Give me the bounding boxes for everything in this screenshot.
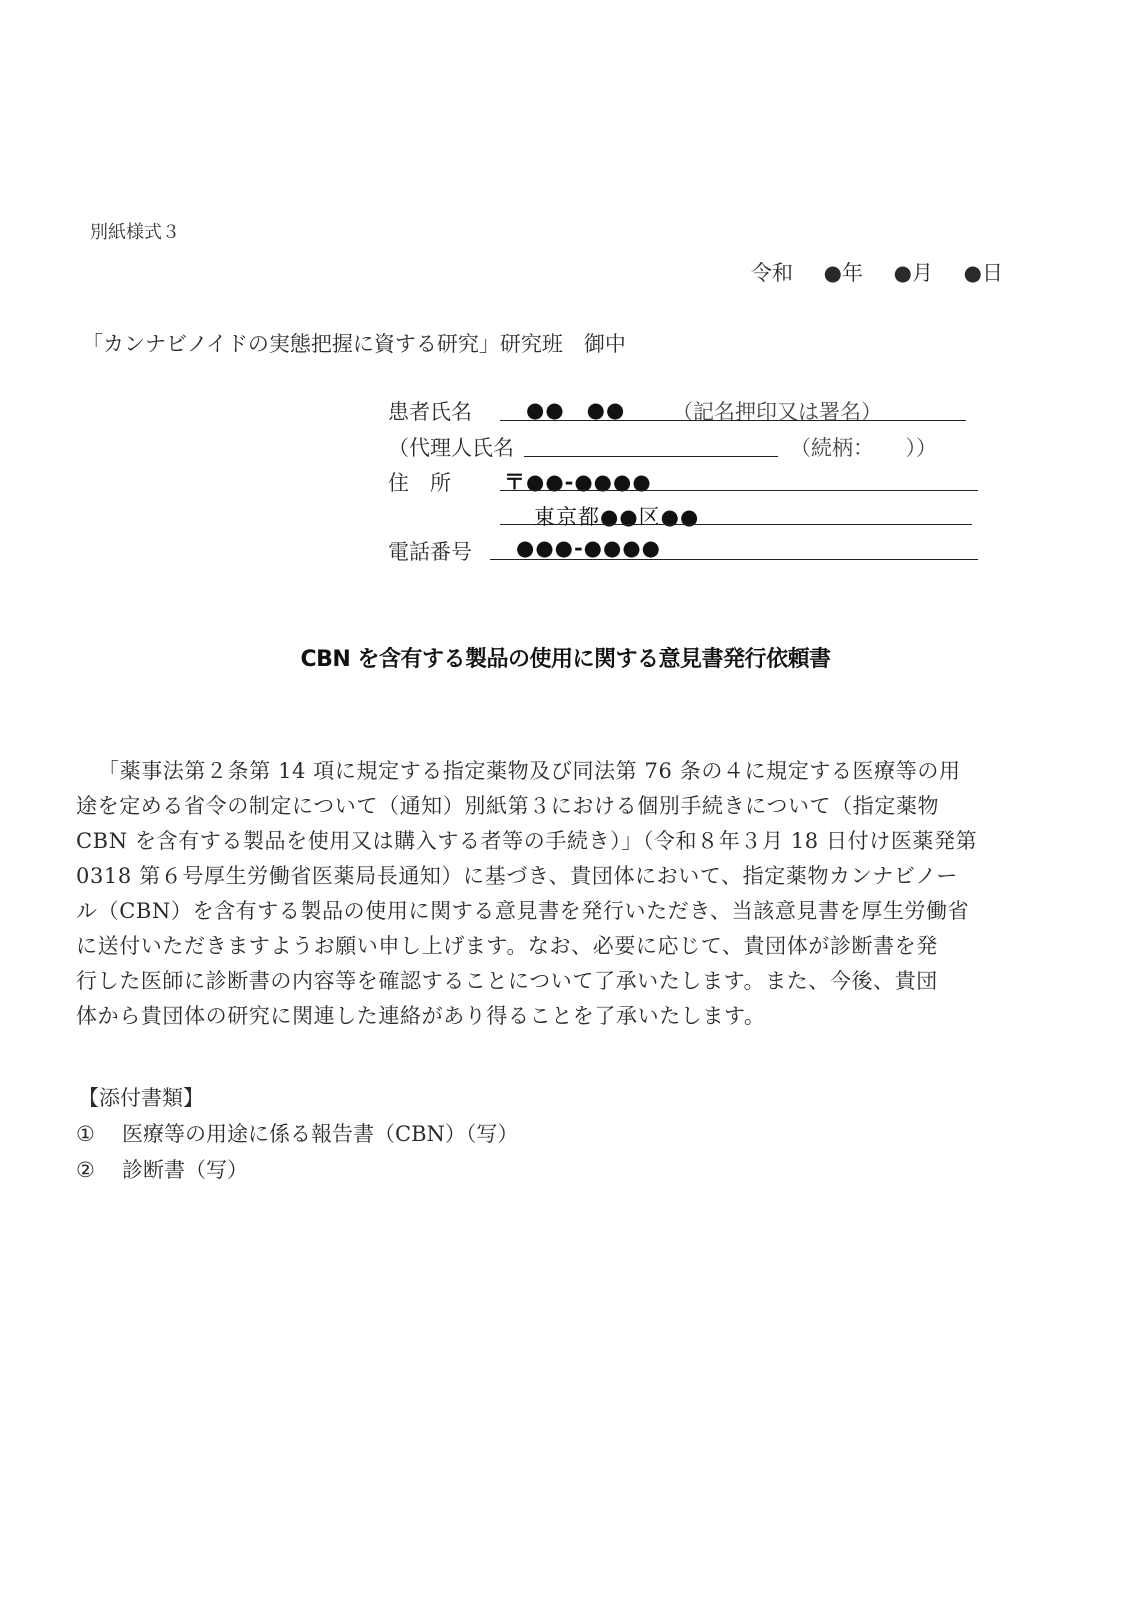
body-line: に送付いただきますようお願い申し上げます。なお、必要に応じて、貴団体が診断書を発 [76, 934, 938, 958]
body-line: 行した医師に診断書の内容等を確認することについて了承いたします。また、今後、貴団 [76, 969, 938, 993]
attachments-heading: 【添付書類】 [78, 1086, 204, 1110]
form-number: 別紙様式３ [90, 222, 180, 243]
address-value: 東京都●●区●● [534, 505, 700, 529]
phone-underline [490, 559, 978, 560]
attachment-number: ② [76, 1158, 95, 1182]
body-line: 体から貴団体の研究に関連した連絡があり得ることを了承いたします。 [76, 1004, 766, 1028]
body-paragraph [76, 754, 1026, 1034]
body-line: 0318 第６号厚生労働省医薬局長通知）に基づき、貴団体において、指定薬物カンナビノー [76, 864, 958, 888]
agent-name-underline [524, 456, 778, 457]
postal-code: 〒●●-●●●● [504, 469, 652, 494]
date-line [751, 257, 1003, 287]
body-line: 「薬事法第２条第 14 項に規定する指定薬物及び同法第 76 条の４に規定する医療等の用 [98, 759, 961, 783]
date-month: ●月 [893, 261, 933, 285]
patient-name-note: （記名押印又は署名） [672, 400, 882, 424]
attachment-item [76, 1118, 518, 1148]
document-title: CBN を含有する製品の使用に関する意見書発行依頼書 [300, 647, 831, 672]
date-day: ●日 [963, 261, 1003, 285]
patient-name-label: 患者氏名 [388, 400, 472, 424]
patient-name-value: ●● ●● [526, 397, 626, 422]
attachment-number: ① [76, 1122, 95, 1146]
phone-value: ●●●-●●●● [516, 535, 661, 560]
phone-label: 電話番号 [388, 540, 472, 564]
address-underline [500, 524, 972, 525]
attachment-label: 診断書（写） [122, 1158, 248, 1182]
agent-name-label: （代理人氏名 [388, 436, 514, 460]
attachment-label: 医療等の用途に係る報告書（CBN）（写） [122, 1122, 519, 1146]
date-year: ●年 [823, 261, 863, 285]
patient-name-underline [500, 420, 966, 421]
date-era: 令和 [750, 261, 793, 285]
body-line: ル（CBN）を含有する製品の使用に関する意見書を発行いただき、当該意見書を厚生労働省 [76, 899, 970, 923]
body-line: CBN を含有する製品を使用又は購入する者等の手続き）」（令和８年３月 18 日付け医薬発第 [76, 829, 978, 853]
address-label: 住 所 [388, 471, 451, 495]
postal-underline [500, 490, 978, 491]
addressee: 「カンナビノイドの実態把握に資する研究」研究班 御中 [82, 332, 626, 356]
attachment-item [76, 1154, 248, 1184]
agent-relation: （続柄： ）） [790, 436, 937, 460]
body-line: 途を定める省令の制定について（通知）別紙第３における個別手続きについて（指定薬物 [76, 794, 940, 818]
